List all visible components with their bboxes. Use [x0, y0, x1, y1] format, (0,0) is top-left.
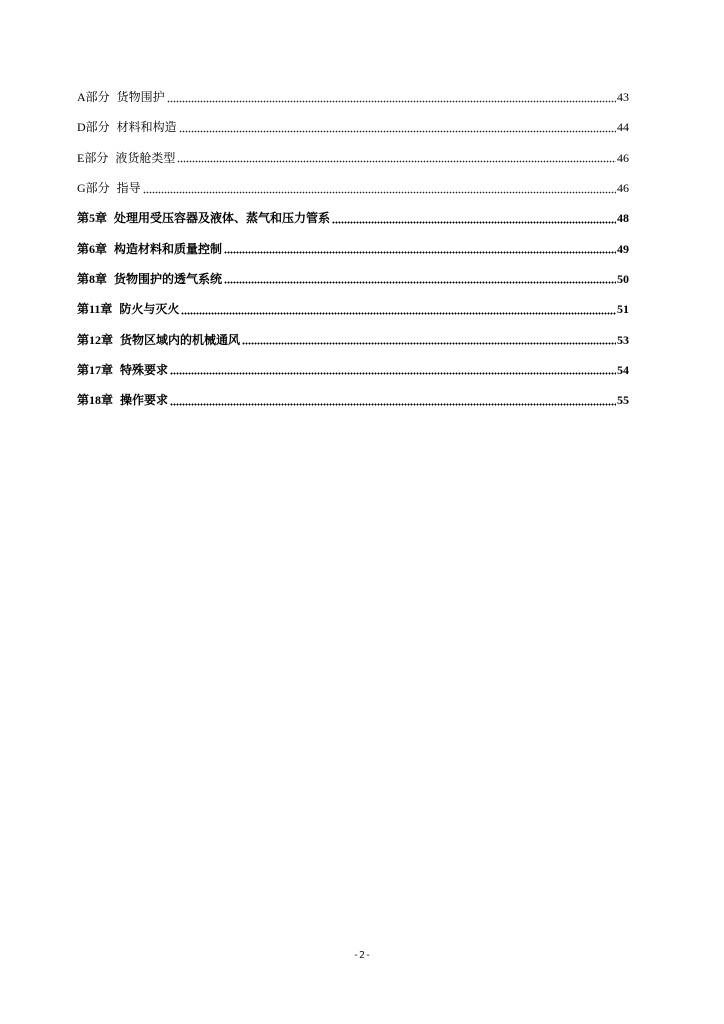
toc-entry-page: 54 [617, 362, 629, 377]
toc-entry-title: 构造材料和质量控制 [114, 241, 223, 256]
toc-entry-number: E部分 [77, 150, 109, 165]
toc-entry-page: 49 [617, 241, 629, 256]
toc-entry-page: 46 [617, 150, 629, 165]
toc-entry-page: 44 [617, 120, 629, 135]
toc-entry-part-g[interactable] [77, 173, 629, 203]
dot-leader [143, 183, 616, 194]
toc-entry-page: 53 [617, 332, 629, 347]
toc-entry-part-e[interactable] [77, 143, 629, 173]
dot-leader [224, 273, 616, 284]
dot-leader [170, 364, 616, 375]
toc-entry-number: G部分 [77, 181, 110, 196]
toc-entry-number: 第5章 [77, 211, 108, 226]
toc-entry-chapter-8[interactable] [77, 264, 629, 294]
toc-entry-page: 50 [617, 271, 629, 286]
dot-leader [167, 92, 616, 103]
toc-entry-number: A部分 [77, 90, 110, 105]
toc-entry-title: 液货舱类型 [115, 150, 176, 165]
dot-leader [224, 243, 616, 254]
dot-leader [179, 122, 616, 133]
toc-entry-page: 51 [617, 302, 629, 317]
toc-entry-number: 第12章 [77, 332, 114, 347]
toc-entry-chapter-6[interactable] [77, 233, 629, 263]
toc-entry-title: 处理用受压容器及液体、蒸气和压力管系 [114, 211, 331, 226]
dot-leader [332, 213, 616, 224]
toc-entry-title: 材料和构造 [116, 120, 177, 135]
toc-entry-number: 第11章 [77, 302, 113, 317]
dot-leader [170, 395, 616, 406]
toc-entry-title: 货物区域内的机械通风 [120, 332, 241, 347]
toc-entry-title: 特殊要求 [120, 362, 169, 377]
toc-entry-chapter-17[interactable] [77, 355, 629, 385]
toc-entry-title: 操作要求 [120, 393, 169, 408]
toc-entry-chapter-18[interactable] [77, 385, 629, 415]
toc-entry-page: 46 [617, 181, 629, 196]
page-number-footer: -2- [352, 950, 372, 961]
toc-entry-chapter-5[interactable] [77, 203, 629, 233]
toc-entry-number: 第8章 [77, 271, 108, 286]
toc-entry-title: 货物围护 [116, 90, 165, 105]
table-of-contents [77, 82, 629, 415]
toc-entry-number: 第17章 [77, 362, 114, 377]
toc-entry-title: 货物围护的透气系统 [114, 271, 223, 286]
toc-entry-title: 指导 [116, 181, 141, 196]
toc-entry-page: 43 [617, 90, 629, 105]
toc-entry-chapter-12[interactable] [77, 324, 629, 354]
toc-entry-page: 48 [617, 211, 629, 226]
toc-entry-part-a[interactable] [77, 82, 629, 112]
toc-entry-number: D部分 [77, 120, 110, 135]
toc-entry-chapter-11[interactable] [77, 294, 629, 324]
dot-leader [242, 334, 616, 345]
toc-entry-title: 防火与灭火 [119, 302, 180, 317]
toc-entry-part-d[interactable] [77, 112, 629, 142]
toc-entry-number: 第18章 [77, 393, 114, 408]
dot-leader [177, 152, 616, 163]
toc-entry-page: 55 [617, 393, 629, 408]
toc-entry-number: 第6章 [77, 241, 108, 256]
dot-leader [181, 304, 616, 315]
